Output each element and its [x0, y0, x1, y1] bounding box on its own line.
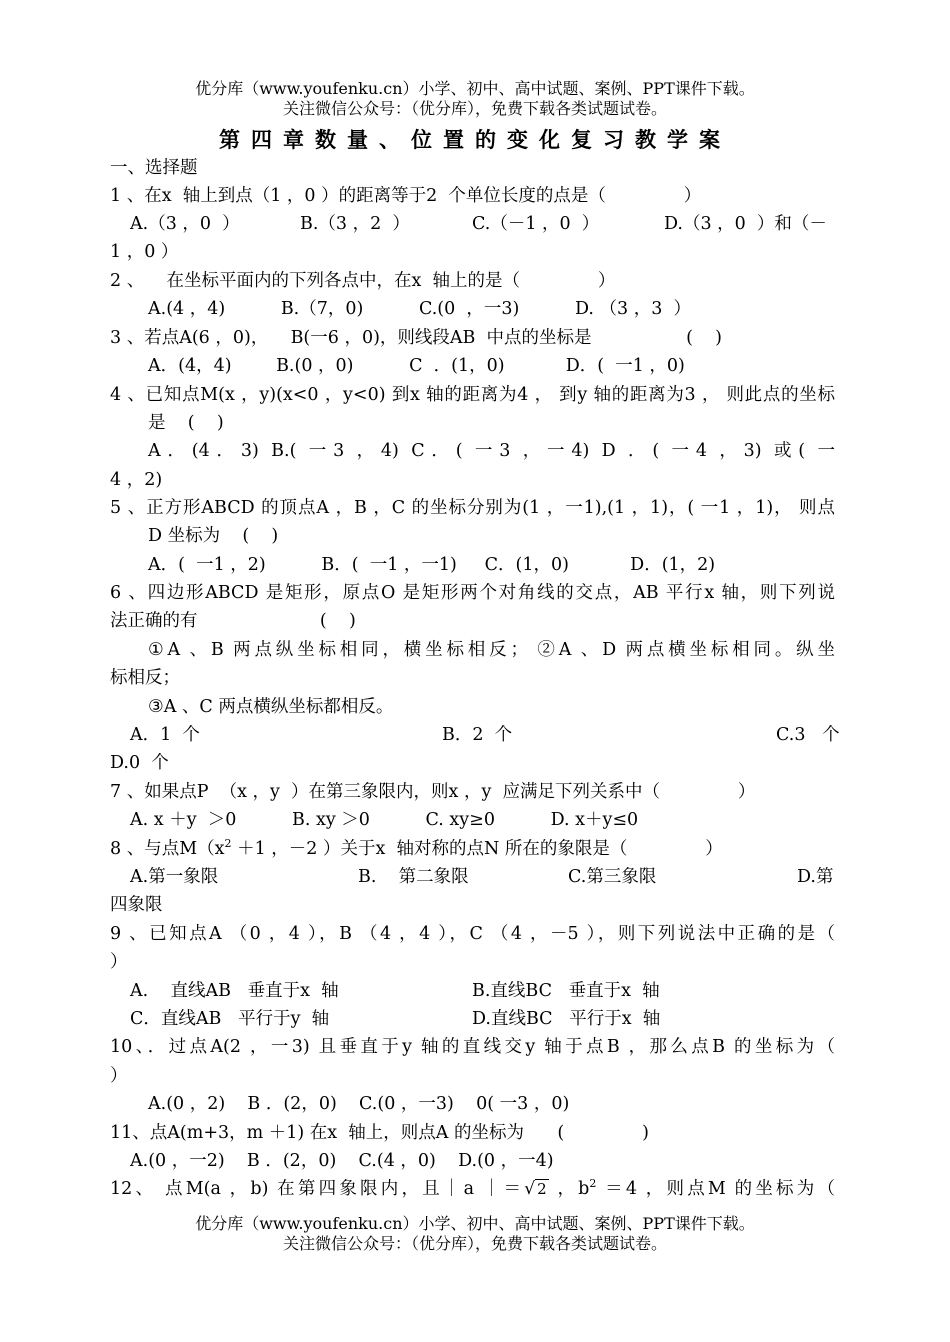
q1-option-b: B.（3 ，2 ）	[300, 214, 410, 234]
q9-option-c: C．直线AB 平行于y 轴	[130, 1009, 330, 1029]
sqrt-symbol: √ 2	[524, 1179, 547, 1199]
question-3: 3 、若点A(6 ，0)， B(一6 ，0)，则线段AB 中点的坐标是 ( )	[110, 328, 723, 348]
question-10: 10、．过点A(2 ，一3) 且垂直于y 轴的直线交y 轴于点B ，那么点B 的坐标为（	[110, 1037, 835, 1057]
q5-options: A．( 一1 ，2) B．( 一1 ，一1) C．(1，0) D．(1，2)	[148, 555, 716, 575]
q8-text-pre: 8 、与点M（x	[110, 839, 225, 859]
page-title: 第四章数量、位置的变化复习教学案	[219, 127, 731, 152]
question-10-cont: ）	[110, 1066, 128, 1086]
question-4: 4 、已知点M(x ，y)(x<0 ，y<0) 到x 轴的距离为4 ， 到y 轴的距离为3 ， 则此点的坐标	[110, 385, 835, 405]
q12-exponent: 2	[589, 1177, 597, 1191]
q6-option-c: C.3 个	[776, 725, 840, 745]
question-6: 6 、四边形ABCD 是矩形，原点O 是矩形两个对角线的交点，AB 平行x 轴，则下列说	[110, 583, 835, 603]
question-9-cont: ）	[110, 952, 128, 972]
q4-options: A．(4．3) B.( 一3 ，4) C．( 一3 ，一4) D ．( 一4 ，3) 或( 一	[148, 441, 835, 461]
footer-line-1: 优分库（www.youfenku.cn）小学、初中、高中试题、案例、PPT课件下载。	[195, 1214, 755, 1233]
question-7: 7 、如果点P （x ，y ）在第三象限内，则x ，y 应满足下列关系中（ ）	[110, 782, 756, 802]
q12-text-post: ＝4 ，则点M 的坐标为（	[596, 1179, 835, 1199]
question-9: 9 、已知点A （0 ，4 ），B （4 ，4 ），C （4 ，－5 ），则下列说法中正确的是（	[110, 924, 835, 944]
question-4-cont: 是 ( )	[148, 413, 224, 433]
q8-option-a: A.第一象限	[130, 867, 219, 887]
question-6-cont: 法正确的有 ( )	[110, 611, 356, 631]
q6-statement-1-cont: 标相反；	[110, 668, 180, 688]
q8-exponent: 2	[224, 837, 232, 851]
q9-option-b: B.直线BC 垂直于x 轴	[472, 981, 660, 1001]
q8-option-d: D.第	[797, 867, 834, 887]
section-heading: 一、选择题	[110, 158, 198, 178]
q9-option-a: A. 直线AB 垂直于x 轴	[130, 981, 339, 1001]
q1-continuation: 1 ，0 ）	[110, 242, 179, 262]
q3-options: A．(4，4) B.(0 ，0) C ．(1，0) D．( 一1 ，0)	[148, 356, 685, 376]
question-2: 2 、 在坐标平面内的下列各点中，在x 轴上的是（ ）	[110, 271, 616, 291]
q6-option-a: A．1 个	[130, 725, 200, 745]
question-5: 5 、正方形ABCD 的顶点A ，B ，C 的坐标分别为(1 ，一1),(1 ，1)，( 一1 ，1)， 则点	[110, 498, 835, 518]
question-5-cont: D 坐标为 ( )	[148, 526, 279, 546]
header-line-1: 优分库（www.youfenku.cn）小学、初中、高中试题、案例、PPT课件下载。	[195, 79, 755, 98]
q1-option-c: C.（－1 ，0 ）	[472, 214, 600, 234]
q8-option-b: B. 第二象限	[358, 867, 469, 887]
question-11: 11、点A(m+3，m ＋1) 在x 轴上，则点A 的坐标为 ( )	[110, 1123, 649, 1143]
q6-option-d: D.0 个	[110, 753, 169, 773]
q8-continuation: 四象限	[110, 895, 163, 915]
question-1: 1 、在x 轴上到点（1 ，0 ）的距离等于2 个单位长度的点是（ ）	[110, 186, 702, 206]
sqrt-radicand: 2	[537, 1180, 547, 1198]
q4-continuation: 4 ，2)	[110, 470, 163, 490]
q10-options: A.(0 ，2) B ．(2，0) C.(0 ，一3) 0( 一3 ，0)	[148, 1094, 570, 1114]
q11-options: A.(0 ，一2) B ．(2，0) C.(4 ，0) D.(0 ，一4)	[130, 1151, 554, 1171]
q2-options: A.(4 ，4) B.（7，0) C.(0 ，一3) D. （3 ，3 ）	[148, 299, 691, 319]
q8-text-post: ＋1 ，－2 ）关于x 轴对称的点N 所在的象限是（ ）	[231, 839, 723, 859]
q9-option-d: D.直线BC 平行于x 轴	[472, 1009, 661, 1029]
q6-statement-1: ①A 、B 两点纵坐标相同，横坐标相反； ②A 、D 两点横坐标相同。纵坐	[148, 640, 835, 660]
header-line-2: 关注微信公众号：（优分库），免费下载各类试题试卷。	[282, 99, 667, 118]
q8-option-c: C.第三象限	[568, 867, 657, 887]
q7-options: A. x ＋y ＞0 B. xy ＞0 C. xy≥0 D. x＋y≤0	[130, 810, 639, 830]
q6-option-b: B．2 个	[442, 725, 513, 745]
question-8	[110, 835, 723, 863]
question-12	[110, 1175, 835, 1203]
q1-option-a: A.（3 ，0 ）	[130, 214, 240, 234]
footer-line-2: 关注微信公众号：（优分库），免费下载各类试题试卷。	[282, 1234, 667, 1253]
q1-option-d: D.（3 ，0 ）和（－	[664, 214, 827, 234]
q6-statement-2: ③A 、C 两点横纵坐标都相反。	[148, 697, 394, 717]
q12-text-mid: ，b	[548, 1179, 590, 1199]
q12-text-pre: 12、 点M(a ，b) 在第四象限内，且｜a ｜＝	[110, 1179, 525, 1199]
